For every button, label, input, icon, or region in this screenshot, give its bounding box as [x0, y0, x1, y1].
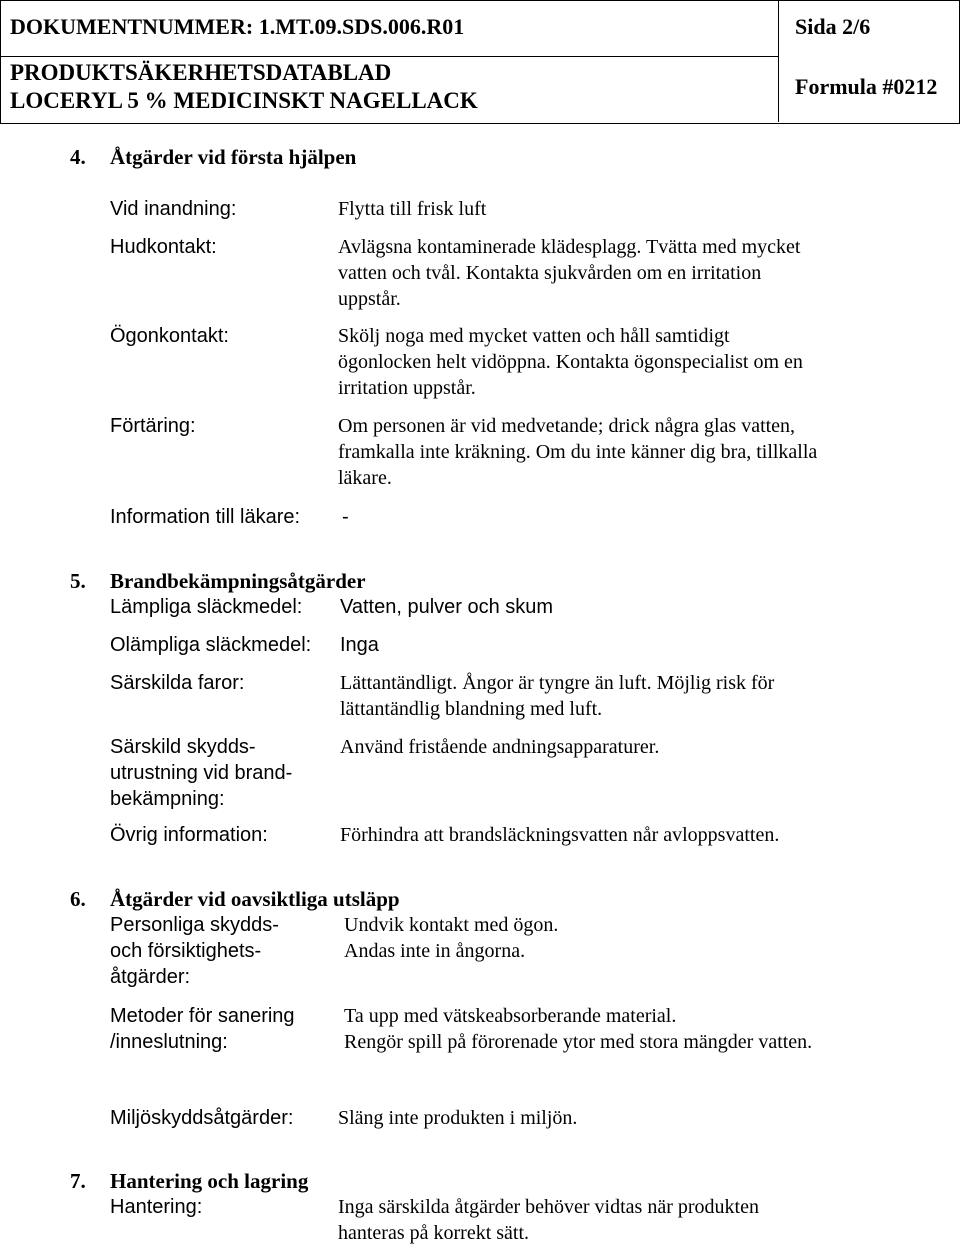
- handling-value-line1: Inga särskilda åtgärder behöver vidtas när produkten: [338, 1196, 759, 1218]
- protective-equipment-label-line2: utrustning vid brand-: [110, 762, 293, 784]
- cleanup-methods-label-line2: /inneslutning:: [110, 1031, 228, 1053]
- ingestion-value-line1: Om personen är vid medvetande; drick några glas vatten,: [338, 415, 796, 437]
- suitable-media-value: Vatten, pulver och skum: [340, 596, 554, 618]
- special-hazards-label: Särskilda faror:: [110, 672, 245, 694]
- page-number: Sida 2/6: [795, 14, 871, 39]
- cleanup-methods-value-line2: Rengör spill på förorenade ytor med stora mängder vatten.: [344, 1031, 813, 1053]
- unsuitable-media-value: Inga: [340, 634, 379, 656]
- skin-value-line3: uppstår.: [338, 288, 401, 310]
- environmental-precautions-value: Släng inte produkten i miljön.: [338, 1107, 578, 1129]
- eye-label: Ögonkontakt:: [110, 325, 229, 347]
- personal-precautions-label-line3: åtgärder:: [110, 966, 191, 988]
- doctor-info-label: Information till läkare:: [110, 506, 301, 528]
- personal-precautions-label-line1: Personliga skydds-: [110, 914, 279, 936]
- doc-title-line1: PRODUKTSÄKERHETSDATABLAD: [10, 60, 392, 85]
- ingestion-label: Förtäring:: [110, 415, 196, 437]
- document-header: [0, 0, 960, 124]
- personal-precautions-value-line2: Andas inte in ångorna.: [344, 940, 526, 962]
- special-hazards-value-line1: Lättantändligt. Ångor är tyngre än luft. Möjlig risk för: [340, 672, 775, 694]
- cleanup-methods-label-line1: Metoder för sanering: [110, 1005, 295, 1027]
- environmental-precautions-label: Miljöskyddsåtgärder:: [110, 1107, 294, 1129]
- section-5-heading: Brandbekämpningsåtgärder: [110, 569, 366, 593]
- protective-equipment-label-line1: Särskild skydds-: [110, 736, 256, 758]
- section-6-heading: Åtgärder vid oavsiktliga utsläpp: [110, 887, 400, 911]
- eye-value-line2: ögonlocken helt vidöppna. Kontakta ögonspecialist om en: [338, 351, 803, 373]
- ingestion-value-line3: läkare.: [338, 467, 392, 489]
- ingestion-value-line2: framkalla inte kräkning. Om du inte känner dig bra, tillkalla: [338, 441, 818, 463]
- personal-precautions-label-line2: och försiktighets-: [110, 940, 262, 962]
- doc-title-line2: LOCERYL 5 % MEDICINSKT NAGELLACK: [10, 88, 478, 113]
- special-hazards-value-line2: lättantändlig blandning med luft.: [340, 698, 603, 720]
- unsuitable-media-label: Olämpliga släckmedel:: [110, 634, 312, 656]
- handling-value-line2: hanteras på korrekt sätt.: [338, 1222, 530, 1244]
- section-5-number: 5.: [70, 569, 86, 593]
- section-7-heading: Hantering och lagring: [110, 1169, 309, 1193]
- formula-number: Formula #0212: [795, 74, 938, 99]
- header-divider: [778, 56, 779, 122]
- doctor-info-value: -: [342, 506, 349, 528]
- section-4-heading: Åtgärder vid första hjälpen: [110, 145, 357, 169]
- protective-equipment-value: Använd fristående andningsapparaturer.: [340, 736, 660, 758]
- other-info-label: Övrig information:: [110, 824, 268, 846]
- eye-value-line1: Skölj noga med mycket vatten och håll samtidigt: [338, 325, 730, 347]
- section-7-number: 7.: [70, 1169, 86, 1193]
- section-6-number: 6.: [70, 887, 86, 911]
- personal-precautions-value-line1: Undvik kontakt med ögon.: [344, 914, 559, 936]
- handling-label: Hantering:: [110, 1196, 203, 1218]
- section-4-number: 4.: [70, 145, 86, 169]
- inhalation-label: Vid inandning:: [110, 198, 237, 220]
- skin-value-line2: vatten och tvål. Kontakta sjukvården om en irritation: [338, 262, 762, 284]
- inhalation-value: Flytta till frisk luft: [338, 198, 487, 220]
- protective-equipment-label-line3: bekämpning:: [110, 788, 225, 810]
- skin-label: Hudkontakt:: [110, 236, 217, 258]
- cleanup-methods-value-line1: Ta upp med vätskeabsorberande material.: [344, 1005, 677, 1027]
- skin-value-line1: Avlägsna kontaminerade klädesplagg. Tvätta med mycket: [338, 236, 801, 258]
- suitable-media-label: Lämpliga släckmedel:: [110, 596, 303, 618]
- eye-value-line3: irritation uppstår.: [338, 377, 476, 399]
- other-info-value: Förhindra att brandsläckningsvatten når avloppsvatten.: [340, 824, 780, 846]
- doc-number: DOKUMENTNUMMER: 1.MT.09.SDS.006.R01: [10, 14, 465, 39]
